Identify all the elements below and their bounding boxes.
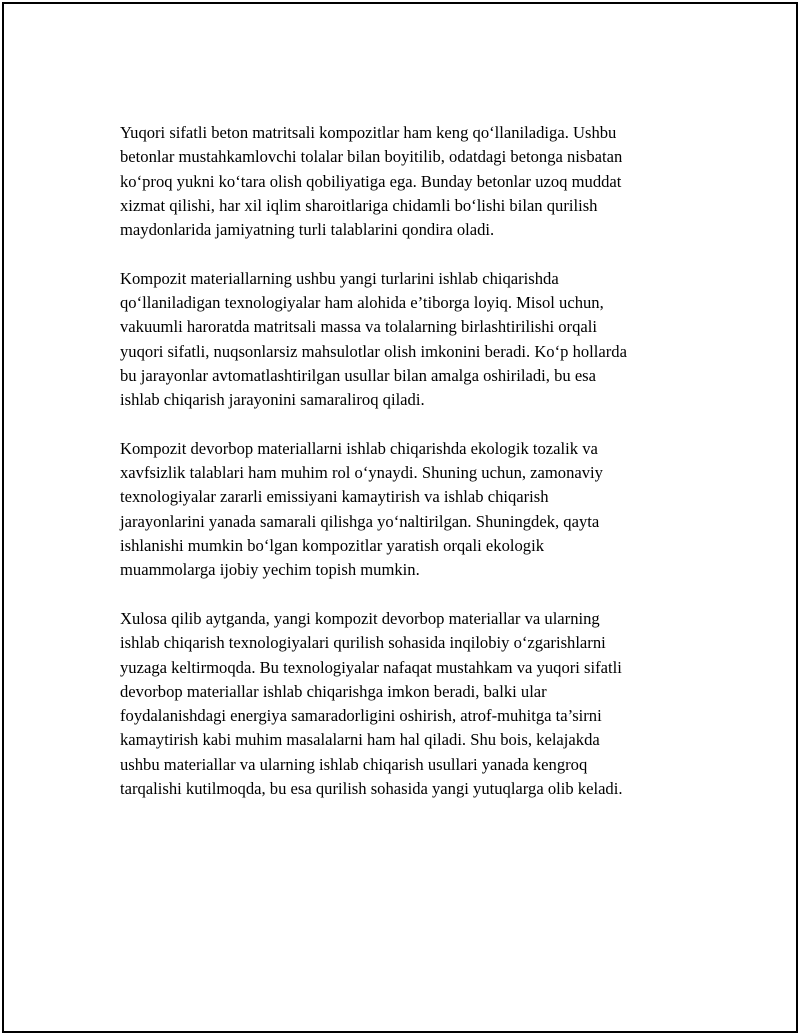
text-line: bu jarayonlar avtomatlashtirilgan usullar bilan amalga oshiriladi, bu esa [120,365,597,385]
text-line: maydonlarida jamiyatning turli talablarini qondira oladi. [120,220,495,240]
text-line: Kompozit devorbop materiallarni ishlab chiqarishda ekologik tozalik va [120,438,598,458]
text-line: yuqori sifatli, nuqsonlarsiz mahsulotlar olish imkonini beradi. Ko‘p hollarda [120,341,627,361]
text-line: muammolarga ijobiy yechim topish mumkin. [120,560,420,580]
text-line: jarayonlarini yanada samarali qilishga yo‘naltirilgan. Shuningdek, qayta [120,511,600,531]
text-line: xizmat qilishi, har xil iqlim sharoitlariga chidamli bo‘lishi bilan qurilish [120,195,598,215]
text-line: yuzaga keltirmoqda. Bu texnologiyalar nafaqat mustahkam va yuqori sifatli [120,657,622,677]
text-line: devorbop materiallar ishlab chiqarishga imkon beradi, balki ular [120,681,547,701]
text-line: ushbu materiallar va ularning ishlab chiqarish usullari yanada kengroq [120,754,588,774]
paragraph-4 [120,607,700,801]
text-line: vakuumli haroratda matritsali massa va tolalarning birlashtirilishi orqali [120,317,597,337]
text-line: foydalanishdagi energiya samaradorligini oshirish, atrof-muhitga ta’sirni [120,706,602,726]
text-line: qo‘llaniladigan texnologiyalar ham alohida e’tiborga loyiq. Misol uchun, [120,293,604,313]
text-line: Xulosa qilib aytganda, yangi kompozit devorbop materiallar va ularning [120,608,600,628]
paragraph-1 [120,121,700,242]
text-line: xavfsizlik talablari ham muhim rol o‘ynaydi. Shuning uchun, zamonaviy [120,463,603,483]
text-line: Kompozit materiallarning ushbu yangi turlarini ishlab chiqarishda [120,268,559,288]
document-body [120,121,700,826]
text-line: ishlanishi mumkin bo‘lgan kompozitlar yaratish orqali ekologik [120,536,544,556]
text-line: ishlab chiqarish jarayonini samaraliroq qiladi. [120,390,425,410]
text-line: Yuqori sifatli beton matritsali kompozitlar ham keng qo‘llaniladiga. Ushbu [120,123,617,142]
paragraph-2 [120,267,700,413]
document-page [2,2,798,1033]
text-line: kamaytirish kabi muhim masalalarni ham hal qiladi. Shu bois, kelajakda [120,730,600,750]
text-line: texnologiyalar zararli emissiyani kamaytirish va ishlab chiqarish [120,487,549,507]
text-line: betonlar mustahkamlovchi tolalar bilan boyitilib, odatdagi betonga nisbatan [120,147,623,167]
text-line: ko‘proq yukni ko‘tara olish qobiliyatiga ega. Bunday betonlar uzoq muddat [120,171,622,191]
text-line: tarqalishi kutilmoqda, bu esa qurilish sohasida yangi yutuqlarga olib keladi. [120,779,623,799]
paragraph-3 [120,437,700,583]
text-line: ishlab chiqarish texnologiyalari qurilish sohasida inqilobiy o‘zgarishlarni [120,633,606,653]
